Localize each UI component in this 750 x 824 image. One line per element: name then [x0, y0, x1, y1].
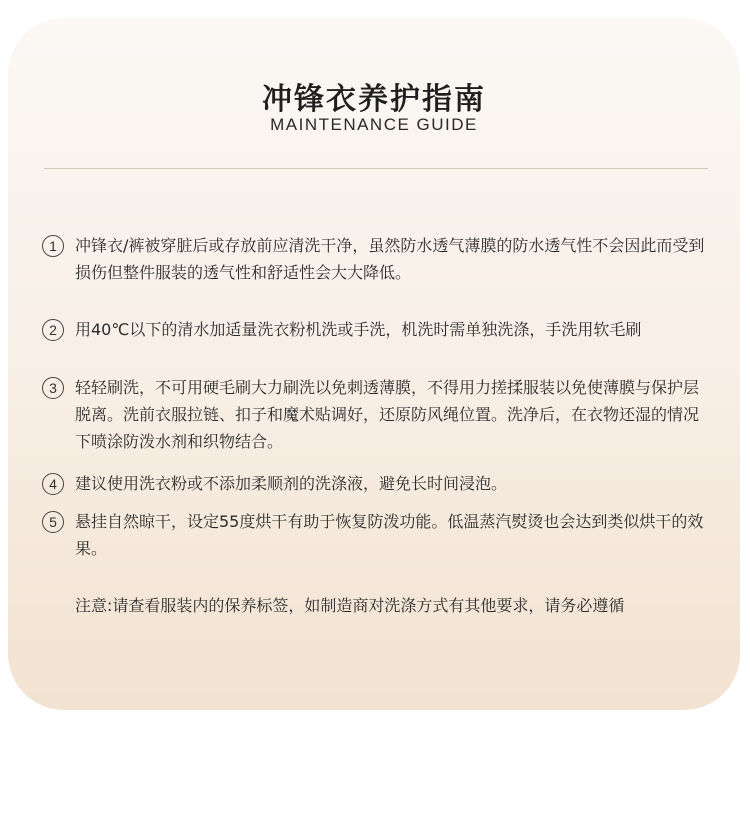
list-item	[42, 316, 712, 343]
care-guide-card	[8, 18, 740, 710]
instruction-text: 用40℃以下的清水加适量洗衣粉机洗或手洗，机洗时需单独洗涤，手洗用软毛刷	[75, 320, 642, 339]
circled-number: 3	[42, 377, 64, 399]
circled-number: 1	[42, 235, 64, 257]
list-item	[42, 374, 712, 455]
page-title: 冲锋衣养护指南	[262, 82, 486, 117]
circled-number: 2	[42, 319, 64, 341]
instruction-text: 冲锋衣/裤被穿脏后或存放前应清洗干净，虽然防水透气薄膜的防水透气性不会因此而受到损伤但整件服装的透气性和舒适性会大大降低。	[75, 236, 705, 282]
list-item	[42, 470, 712, 497]
instruction-text: 轻轻刷洗，不可用硬毛刷大力刷洗以免刺透薄膜，不得用力搓揉服装以免使薄膜与保护层脱离。洗前衣服拉链、扣子和魔术贴调好，还原防风绳位置。洗净后，在衣物还湿的情况下喷涂防泼水剂和织物结合。	[75, 378, 700, 451]
list-item	[42, 232, 712, 286]
care-note: 注意:请查看服装内的保养标签，如制造商对洗涤方式有其他要求，请务必遵循	[75, 596, 625, 615]
instruction-text: 建议使用洗衣粉或不添加柔顺剂的洗涤液，避免长时间浸泡。	[75, 474, 508, 493]
circled-number: 4	[42, 473, 64, 495]
title-divider	[44, 168, 708, 169]
circled-number: 5	[42, 511, 64, 533]
page-subtitle: MAINTENANCE GUIDE	[270, 115, 478, 134]
list-item	[42, 508, 712, 562]
instruction-text: 悬挂自然晾干，设定55度烘干有助于恢复防泼功能。低温蒸汽熨烫也会达到类似烘干的效果。	[75, 512, 704, 558]
